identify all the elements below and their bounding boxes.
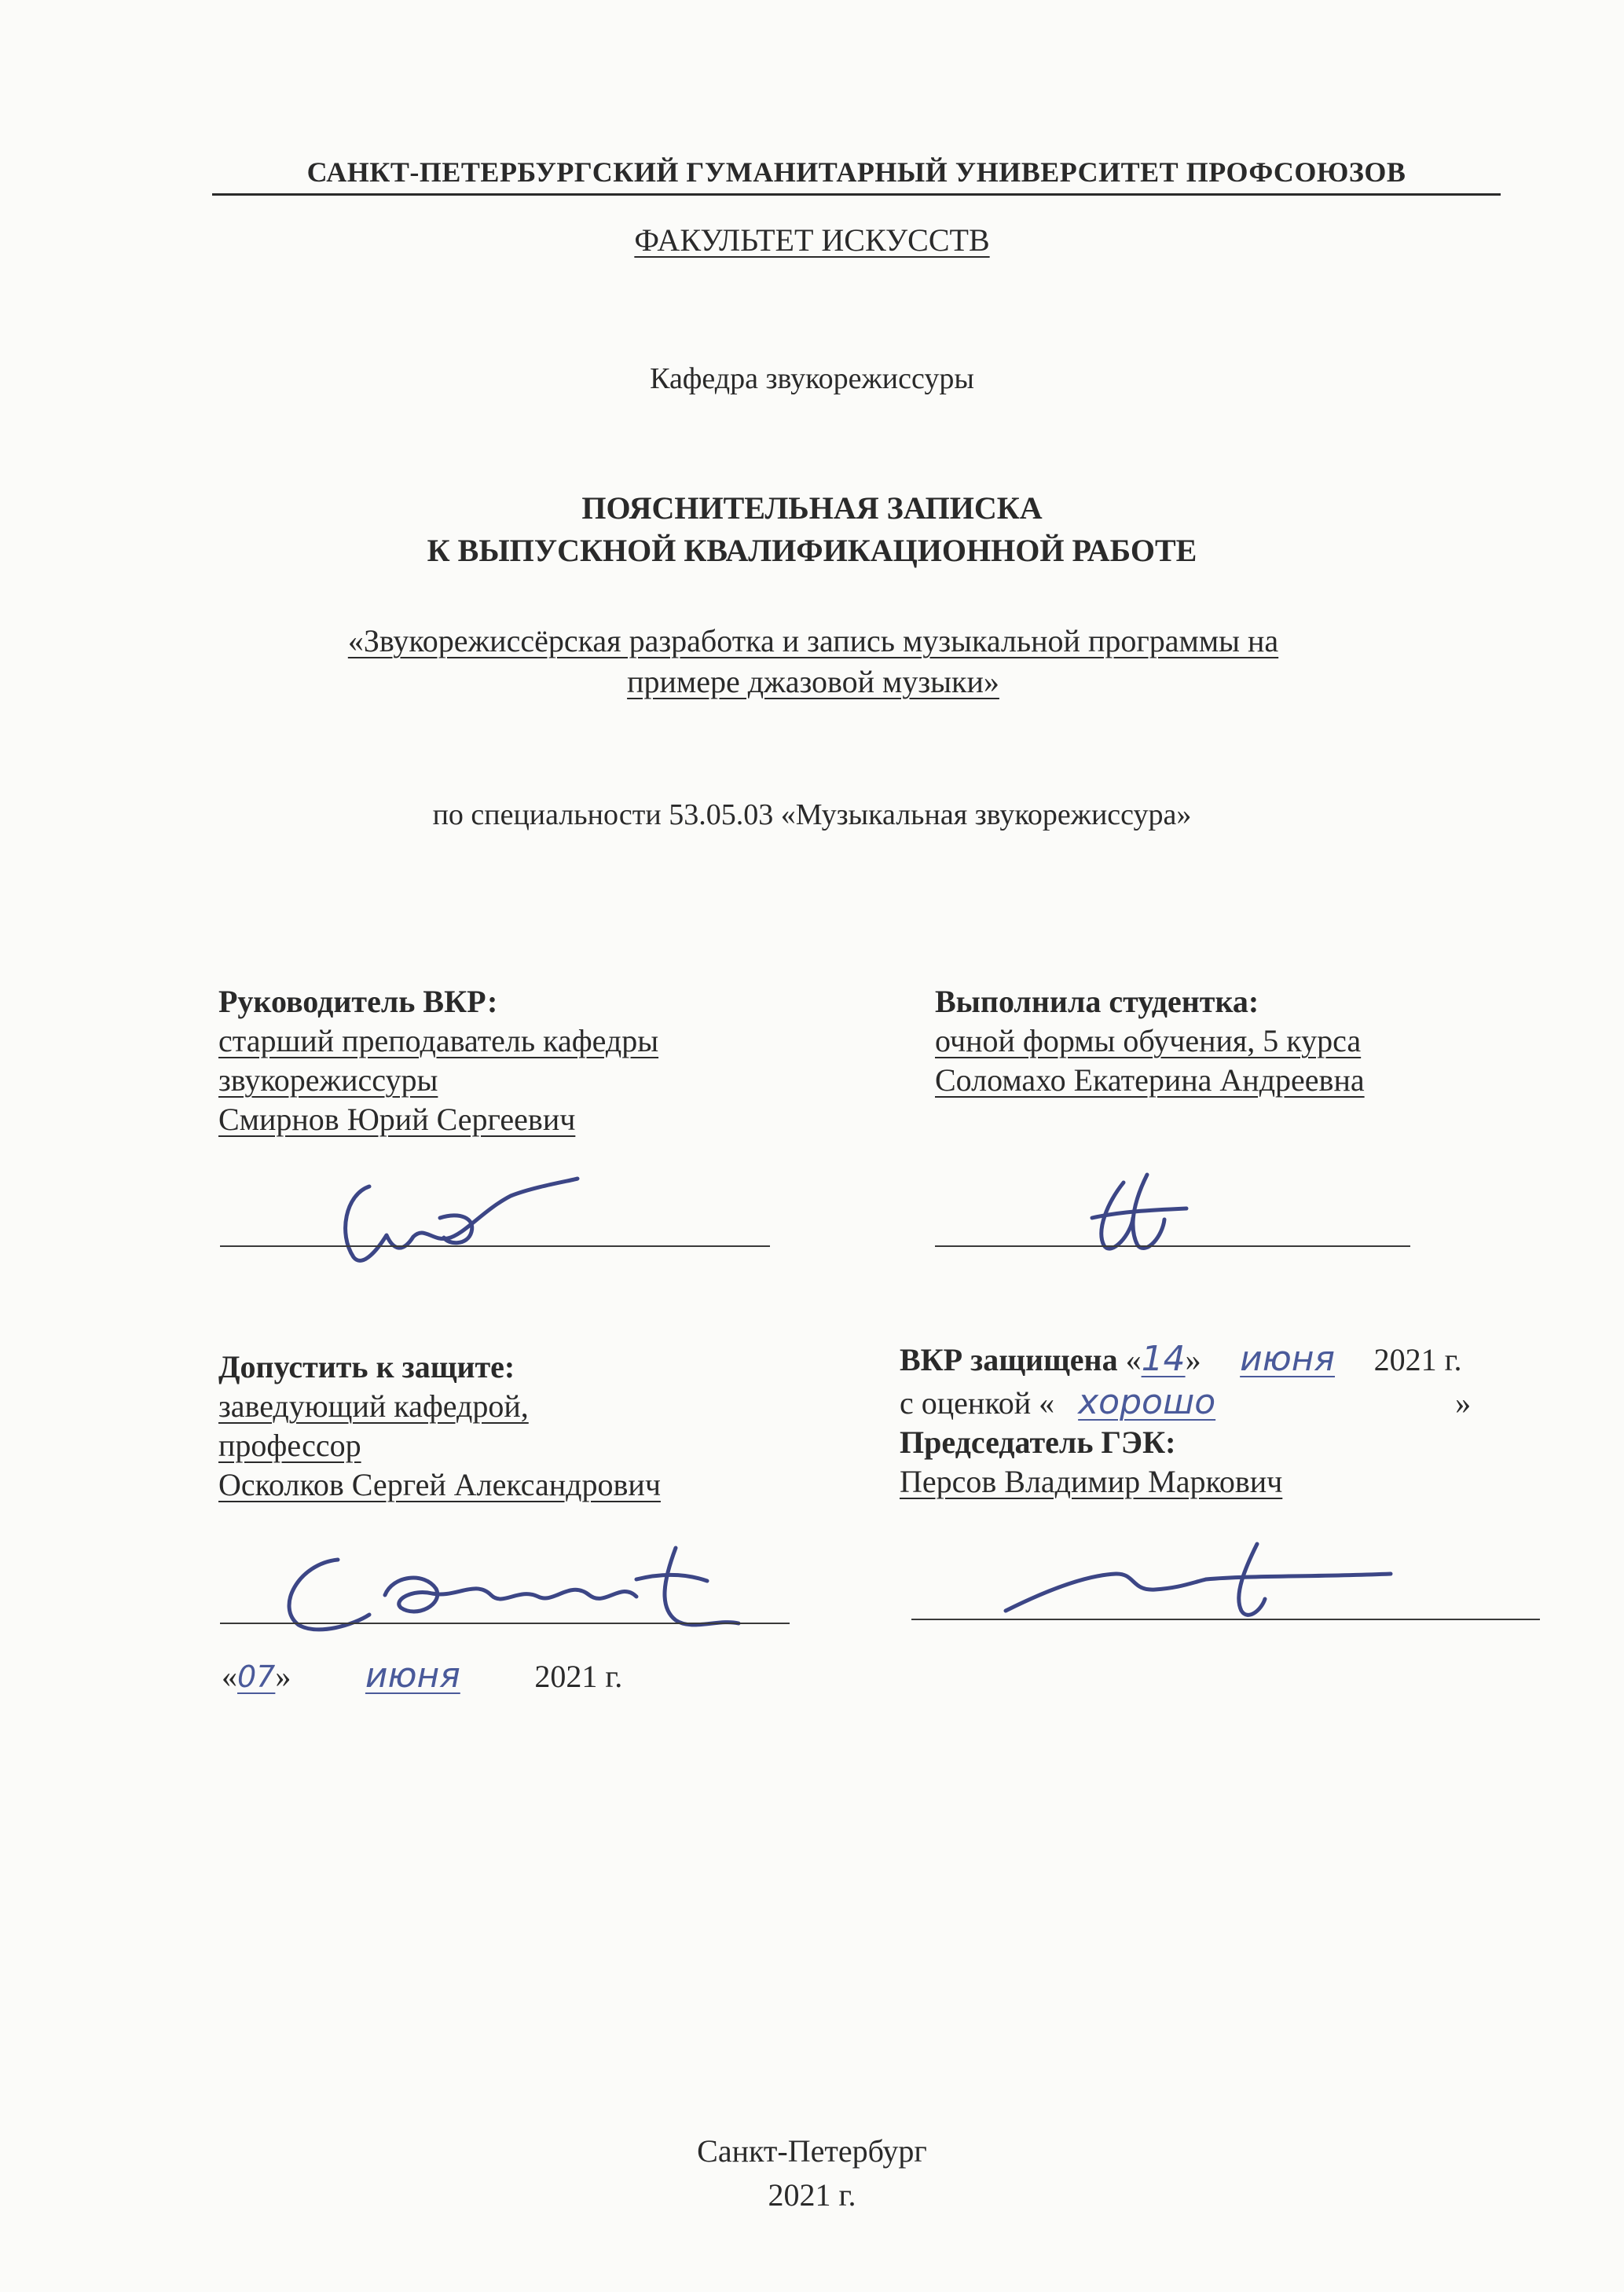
footer-city: Санкт-Петербург bbox=[697, 2133, 927, 2169]
admission-date-close: » bbox=[275, 1659, 291, 1694]
student-name: Соломахо Екатерина Андреевна bbox=[935, 1062, 1365, 1098]
admission-signature-line bbox=[220, 1623, 790, 1624]
specialty: по специальности 53.05.03 «Музыкальная звукорежиссура» bbox=[432, 798, 1192, 831]
admission-date-open: « bbox=[222, 1659, 237, 1694]
defense-grade-prefix: с оценкой « bbox=[900, 1385, 1055, 1421]
defense-date-open: « bbox=[1125, 1342, 1142, 1377]
student-info: очной формы обучения, 5 курса bbox=[935, 1023, 1362, 1058]
defense-grade-suffix: » bbox=[1455, 1385, 1472, 1421]
supervisor-heading: Руководитель ВКР: bbox=[218, 984, 498, 1019]
admission-position-line-2: профессор bbox=[218, 1428, 361, 1463]
document-title bbox=[0, 487, 1624, 572]
defense-date-row bbox=[900, 1340, 1471, 1380]
faculty-name: ФАКУЛЬТЕТ ИСКУССТВ bbox=[634, 222, 990, 258]
admission-position-line-1: заведующий кафедрой, bbox=[218, 1388, 529, 1424]
thesis-topic bbox=[236, 621, 1391, 702]
footer-year: 2021 г. bbox=[768, 2177, 856, 2213]
admission-date bbox=[222, 1656, 622, 1696]
supervisor-name: Смирнов Юрий Сергеевич bbox=[218, 1102, 576, 1137]
supervisor-position-line-1: старший преподаватель кафедры bbox=[218, 1023, 659, 1058]
title-line-1: ПОЯСНИТЕЛЬНАЯ ЗАПИСКА bbox=[581, 490, 1043, 526]
admission-date-year: 2021 г. bbox=[534, 1659, 623, 1694]
admission-name: Осколков Сергей Александрович bbox=[218, 1467, 661, 1502]
admission-signature bbox=[267, 1532, 770, 1642]
topic-line-1: «Звукорежиссёрская разработка и запись музыкальной программы на bbox=[347, 623, 1279, 658]
defense-heading: ВКР защищена bbox=[900, 1342, 1118, 1377]
defense-date-day: 14 bbox=[1141, 1339, 1186, 1379]
student-block bbox=[935, 982, 1365, 1100]
admission-date-month: июня bbox=[365, 1656, 460, 1696]
admission-date-day: 07 bbox=[237, 1659, 276, 1694]
student-heading: Выполнила студентка: bbox=[935, 984, 1259, 1019]
supervisor-signature-line bbox=[220, 1245, 770, 1247]
defense-date-close: » bbox=[1185, 1342, 1201, 1377]
chair-signature bbox=[998, 1536, 1406, 1623]
student-signature bbox=[1076, 1171, 1202, 1257]
supervisor-block bbox=[218, 982, 658, 1139]
defense-date-month: июня bbox=[1240, 1339, 1336, 1379]
defense-block bbox=[900, 1340, 1471, 1502]
supervisor-position-line-2: звукорежиссуры bbox=[218, 1062, 438, 1098]
chair-name: Персов Владимир Маркович bbox=[900, 1464, 1283, 1499]
admission-block bbox=[218, 1348, 661, 1505]
title-line-2: К ВЫПУСКНОЙ КВАЛИФИКАЦИОННОЙ РАБОТЕ bbox=[427, 533, 1197, 568]
topic-line-2: примере джазовой музыки» bbox=[627, 664, 999, 699]
university-name: САНКТ-ПЕТЕРБУРГСКИЙ ГУМАНИТАРНЫЙ УНИВЕРСИТЕТ ПРОФСОЮЗОВ bbox=[212, 156, 1501, 196]
footer bbox=[0, 2129, 1624, 2217]
student-signature-line bbox=[935, 1245, 1410, 1247]
defense-date-year: 2021 г. bbox=[1373, 1342, 1462, 1377]
defense-grade: хорошо bbox=[1078, 1382, 1216, 1422]
defense-grade-row bbox=[900, 1383, 1471, 1423]
supervisor-signature bbox=[314, 1163, 581, 1273]
department-name: Кафедра звукорежиссуры bbox=[650, 362, 974, 395]
chair-signature-line bbox=[911, 1619, 1540, 1620]
chair-heading: Председатель ГЭК: bbox=[900, 1425, 1176, 1460]
admission-heading: Допустить к защите: bbox=[218, 1349, 515, 1384]
